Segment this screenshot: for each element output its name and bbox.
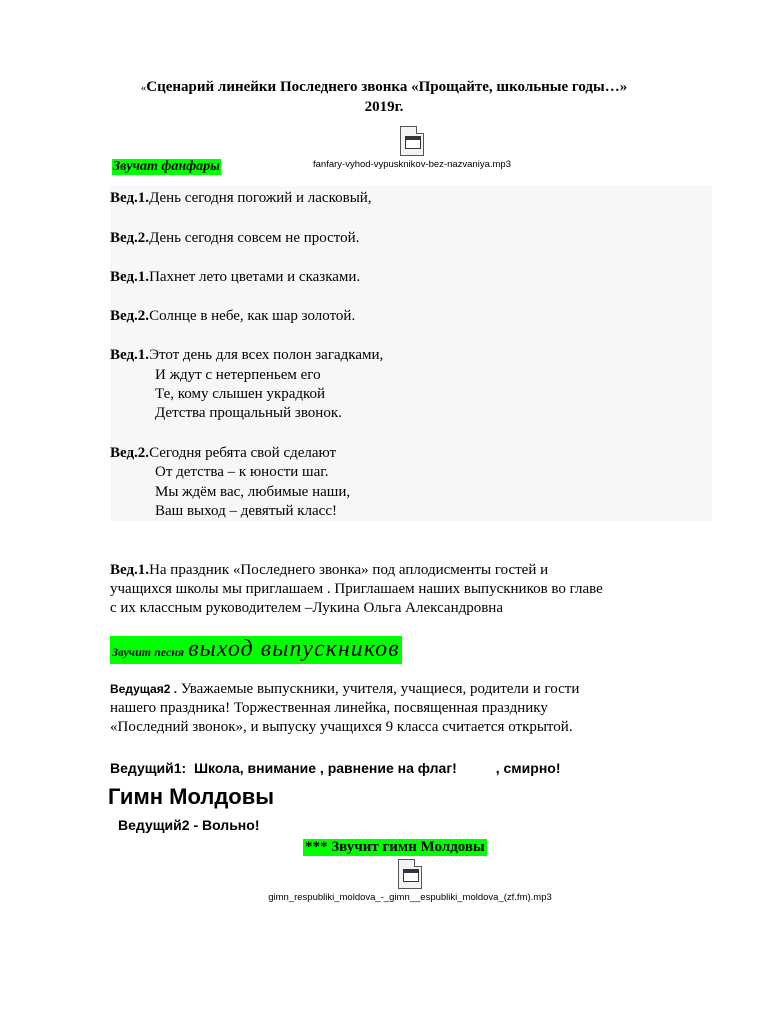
dialog-line: Вед.2.Сегодня ребята свой сделают <box>110 445 337 461</box>
dialog-line: Вед.1.День сегодня погожий и ласковый, <box>110 190 372 206</box>
vedushiy2-line: Ведущий2 - Вольно! <box>118 817 260 833</box>
invite-paragraph: Вед.1.На праздник «Последнего звонка» под аплодисменты гостей и учащихся школы мы приглашаем . Приглашаем наших выпускников во главе с их классным руководителем –Лукина Ольга Александровна <box>110 562 603 616</box>
anthem-label: *** Звучит гимн Молдовы <box>305 839 485 855</box>
song-title: выход выпускников <box>188 636 400 662</box>
media-file-icon[interactable] <box>398 859 422 889</box>
song-label: Звучит песня <box>112 645 185 659</box>
fanfare-file-attachment[interactable] <box>262 126 562 170</box>
vedushaya2-paragraph: Ведущая2 . Уважаемые выпускники, учителя, учащиеся, родители и гости нашего праздника! Торжественная линейка, посвященная празднику «Последний звонок», и выпуску учащихся 9 класса считается открытой. <box>110 681 580 735</box>
title-line1: Сценарий линейки Последнего звонка «Прощайте, школьные годы…» <box>146 79 628 95</box>
dialog-continuation: Детства прощальный звонок. <box>155 405 342 421</box>
vedushiy1-line: Ведущий1: Школа, внимание , равнение на флаг! , смирно! <box>110 760 561 776</box>
dialog-line: Вед.1.Пахнет лето цветами и сказками. <box>110 269 361 285</box>
dialog-line: Вед.1.Этот день для всех полон загадками, <box>110 347 384 363</box>
dialog-line: Вед.2.День сегодня совсем не простой. <box>110 230 360 246</box>
title-open-quote: « <box>140 82 147 94</box>
dialog-continuation: От детства – к юности шаг. <box>155 464 329 480</box>
anthem-heading: Гимн Молдовы <box>108 784 275 809</box>
dialog-continuation: Те, кому слышен украдкой <box>155 386 326 402</box>
dialog-continuation: И ждут с нетерпеньем его <box>155 367 321 383</box>
song-line <box>110 636 402 664</box>
anthem-file-attachment[interactable] <box>200 859 620 903</box>
dialog-continuation: Мы ждём вас, любимые наши, <box>155 484 351 500</box>
page-title <box>0 78 768 117</box>
dialog-line: Вед.2.Солнце в небе, как шар золотой. <box>110 308 356 324</box>
fanfare-file-name[interactable]: fanfary-vyhod-vypusknikov-bez-nazvaniya.mp3 <box>312 159 511 170</box>
fanfare-label: Звучат фанфары <box>113 159 220 174</box>
media-file-icon[interactable] <box>400 126 424 156</box>
anthem-file-name[interactable]: gimn_respubliki_moldova_-_gimn__espubliki_moldova_(zf.fm).mp3 <box>268 892 552 903</box>
dialog-continuation: Ваш выход – девятый класс! <box>155 503 337 519</box>
title-line2: 2019г. <box>364 99 404 115</box>
